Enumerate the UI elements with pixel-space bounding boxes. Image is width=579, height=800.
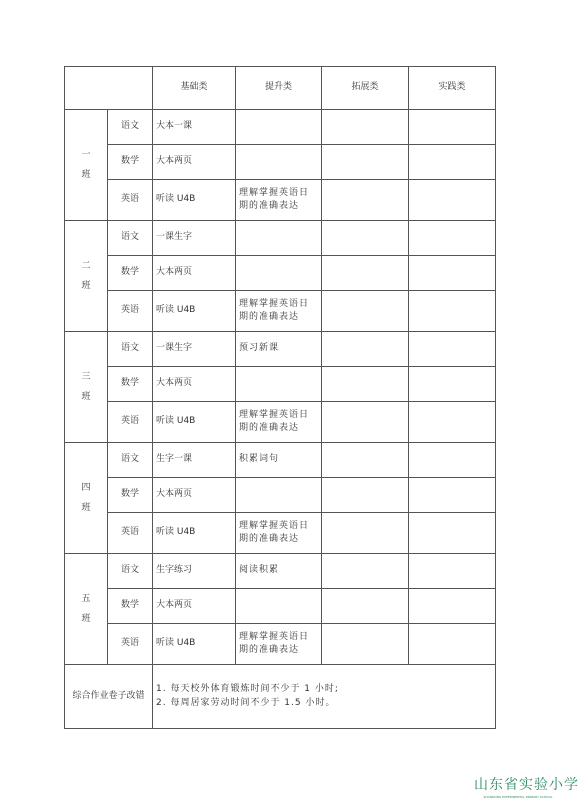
table-row (65, 624, 496, 665)
task-cell-basic: 生字一课 (153, 443, 236, 478)
subject-cell: 英语 (108, 513, 153, 554)
task-cell-expand (322, 291, 409, 332)
footer-row (65, 665, 496, 729)
class-name-char: 一 (81, 150, 91, 160)
task-cell-basic: 大本两页 (153, 367, 236, 402)
class-name-char: 二 (81, 261, 91, 271)
task-cell-improve (236, 589, 322, 624)
task-cell-expand (322, 221, 409, 256)
task-cell-improve (236, 256, 322, 291)
task-cell-practice (409, 513, 496, 554)
task-cell-practice (409, 478, 496, 513)
class-name-char: 班 (81, 614, 91, 624)
task-cell-practice (409, 256, 496, 291)
task-cell-expand (322, 513, 409, 554)
table-row (65, 291, 496, 332)
class-name-cell (65, 221, 108, 332)
task-cell-expand (322, 589, 409, 624)
subject-cell: 语文 (108, 332, 153, 367)
school-logo-english: SHANDONG EXPERIMENTAL PRIMARY SCHOOL (483, 795, 553, 799)
subject-cell: 英语 (108, 180, 153, 221)
class-name-char: 班 (81, 392, 91, 402)
task-cell-improve (236, 110, 322, 145)
task-cell-improve (236, 145, 322, 180)
subject-cell: 数学 (108, 145, 153, 180)
task-cell-basic: 大本两页 (153, 145, 236, 180)
task-cell-improve (236, 367, 322, 402)
task-cell-practice (409, 589, 496, 624)
task-cell-practice (409, 624, 496, 665)
task-cell-improve: 预习新课 (236, 332, 322, 367)
header-row (65, 67, 496, 110)
task-cell-basic: 听读 U4B (153, 624, 236, 665)
class-name-char: 四 (81, 483, 91, 493)
class-name-cell (65, 554, 108, 665)
task-cell-expand (322, 367, 409, 402)
table-row (65, 256, 496, 291)
class-name-char: 班 (81, 170, 91, 180)
table-row (65, 110, 496, 145)
task-cell-practice (409, 443, 496, 478)
subject-cell: 语文 (108, 443, 153, 478)
task-cell-improve (236, 221, 322, 256)
task-cell-basic: 听读 U4B (153, 180, 236, 221)
subject-cell: 英语 (108, 291, 153, 332)
task-cell-expand (322, 624, 409, 665)
table-row (65, 221, 496, 256)
school-logo (474, 774, 579, 800)
corner-cell (65, 67, 153, 110)
task-cell-basic: 大本两页 (153, 256, 236, 291)
subject-cell: 英语 (108, 402, 153, 443)
task-cell-basic: 大本两页 (153, 589, 236, 624)
column-header-practice: 实践类 (409, 67, 496, 110)
table-row (65, 367, 496, 402)
task-cell-expand (322, 332, 409, 367)
subject-cell: 语文 (108, 221, 153, 256)
task-cell-improve: 理解掌握英语日期的准确表达 (236, 624, 322, 665)
task-cell-basic: 生字练习 (153, 554, 236, 589)
class-name-char: 三 (81, 372, 91, 382)
class-name-char: 班 (81, 281, 91, 291)
task-cell-basic: 一课生字 (153, 221, 236, 256)
task-cell-improve: 理解掌握英语日期的准确表达 (236, 402, 322, 443)
table-row (65, 554, 496, 589)
task-cell-basic: 听读 U4B (153, 402, 236, 443)
subject-cell: 数学 (108, 589, 153, 624)
task-cell-expand (322, 478, 409, 513)
table-row (65, 443, 496, 478)
class-name-cell (65, 110, 108, 221)
table-row (65, 332, 496, 367)
task-cell-expand (322, 145, 409, 180)
task-cell-practice (409, 145, 496, 180)
task-cell-improve: 理解掌握英语日期的准确表达 (236, 291, 322, 332)
class-name-char: 班 (81, 503, 91, 513)
task-cell-expand (322, 110, 409, 145)
task-cell-improve (236, 478, 322, 513)
school-logo-chinese: 山东省实验小学 (474, 777, 579, 793)
task-cell-basic: 听读 U4B (153, 291, 236, 332)
task-cell-practice (409, 110, 496, 145)
task-cell-practice (409, 332, 496, 367)
column-header-improve: 提升类 (236, 67, 322, 110)
task-cell-basic: 大本两页 (153, 478, 236, 513)
task-cell-expand (322, 443, 409, 478)
footer-content (153, 665, 496, 729)
column-header-expand: 拓展类 (322, 67, 409, 110)
task-cell-basic: 大本一课 (153, 110, 236, 145)
task-cell-practice (409, 291, 496, 332)
class-name-cell (65, 332, 108, 443)
task-cell-improve: 阅读积累 (236, 554, 322, 589)
task-cell-expand (322, 256, 409, 291)
subject-cell: 英语 (108, 624, 153, 665)
table-row (65, 478, 496, 513)
table-row (65, 589, 496, 624)
task-cell-improve: 理解掌握英语日期的准确表达 (236, 513, 322, 554)
task-cell-basic: 听读 U4B (153, 513, 236, 554)
task-cell-expand (322, 554, 409, 589)
subject-cell: 语文 (108, 110, 153, 145)
subject-cell: 数学 (108, 256, 153, 291)
subject-cell: 语文 (108, 554, 153, 589)
table-row (65, 145, 496, 180)
column-header-basic: 基础类 (153, 67, 236, 110)
task-cell-practice (409, 180, 496, 221)
subject-cell: 数学 (108, 367, 153, 402)
task-cell-expand (322, 402, 409, 443)
task-cell-practice (409, 367, 496, 402)
task-cell-improve: 理解掌握英语日期的准确表达 (236, 180, 322, 221)
table-row (65, 180, 496, 221)
task-cell-expand (322, 180, 409, 221)
subject-cell: 数学 (108, 478, 153, 513)
footer-line: 2. 每周居家劳动时间不少于 1.5 小时。 (156, 697, 336, 708)
table-row (65, 513, 496, 554)
task-cell-practice (409, 221, 496, 256)
table-row (65, 402, 496, 443)
footer-line: 1. 每天校外体育锻炼时间不少于 1 小时; (156, 684, 339, 694)
class-name-cell (65, 443, 108, 554)
footer-label: 综合作业卷子改错 (65, 665, 153, 729)
homework-table (64, 66, 496, 729)
task-cell-basic: 一课生字 (153, 332, 236, 367)
task-cell-practice (409, 554, 496, 589)
class-name-char: 五 (81, 594, 91, 604)
task-cell-practice (409, 402, 496, 443)
task-cell-improve: 积累词句 (236, 443, 322, 478)
